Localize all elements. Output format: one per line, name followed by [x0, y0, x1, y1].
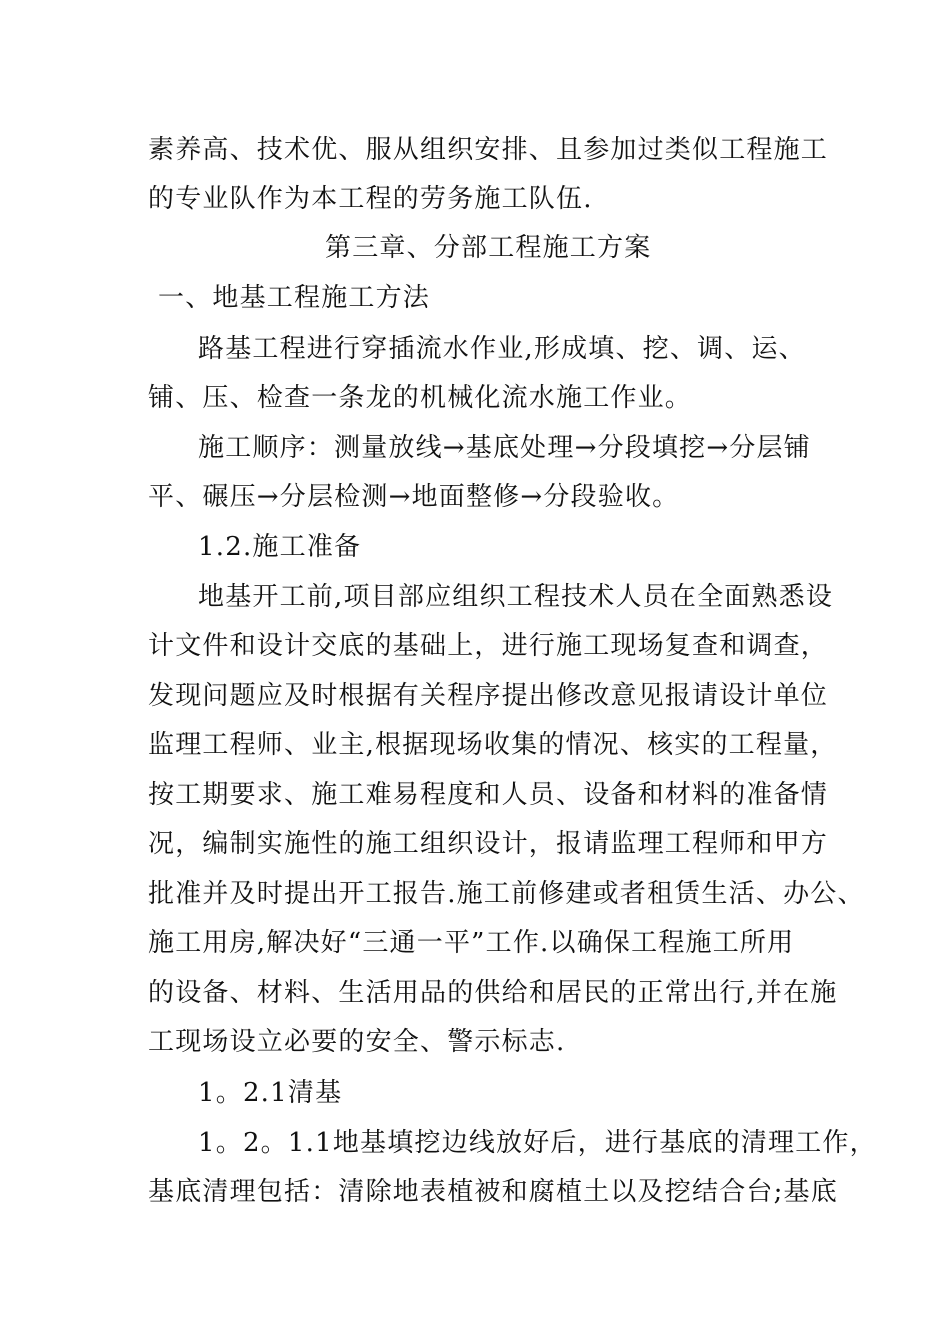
section-heading: 一、地基工程施工方法: [158, 283, 431, 313]
paragraph-line: 铺、压、检查一条龙的机械化流水施工作业。: [148, 383, 693, 413]
paragraph-line: 施工用房,解决好“三通一平”工作.以确保工程施工所用: [148, 928, 795, 958]
chapter-heading: 第三章、分部工程施工方案: [325, 233, 652, 263]
paragraph-line: 工现场设立必要的安全、警示标志.: [148, 1027, 566, 1057]
paragraph-line: 基底清理包括：清除地表植被和腐植土以及挖结合台;基底: [148, 1177, 838, 1207]
paragraph-line: 按工期要求、施工难易程度和人员、设备和材料的准备情: [148, 780, 829, 810]
paragraph-line: 况，编制实施性的施工组织设计，报请监理工程师和甲方: [148, 829, 829, 859]
paragraph-line: 计文件和设计交底的基础上，进行施工现场复查和调查，: [148, 631, 829, 661]
paragraph-line: 批准并及时提出开工报告.施工前修建或者租赁生活、办公、: [148, 879, 865, 909]
paragraph-line: 监理工程师、业主,根据现场收集的情况、核实的工程量，: [148, 730, 838, 760]
paragraph-line: 的设备、材料、生活用品的供给和居民的正常出行,并在施: [148, 978, 838, 1008]
paragraph-line: 素养高、技术优、服从组织安排、且参加过类似工程施工: [148, 135, 829, 165]
paragraph-line: 平、碾压→分层检测→地面整修→分段验收。: [148, 482, 680, 512]
paragraph-line: 发现问题应及时根据有关程序提出修改意见报请设计单位: [148, 681, 829, 711]
subsection-heading: 1。2.1清基: [198, 1078, 343, 1108]
paragraph-line: 的专业队作为本工程的劳务施工队伍.: [148, 184, 593, 214]
paragraph-line: 1。2。1.1地基填挖边线放好后，进行基底的清理工作，: [198, 1128, 877, 1158]
paragraph-line: 施工顺序：测量放线→基底处理→分段填挖→分层铺: [198, 433, 811, 463]
paragraph-line: 路基工程进行穿插流水作业,形成填、挖、调、运、: [198, 334, 806, 364]
subsection-heading: 1.2.施工准备: [198, 532, 362, 562]
paragraph-line: 地基开工前,项目部应组织工程技术人员在全面熟悉设: [198, 582, 834, 612]
